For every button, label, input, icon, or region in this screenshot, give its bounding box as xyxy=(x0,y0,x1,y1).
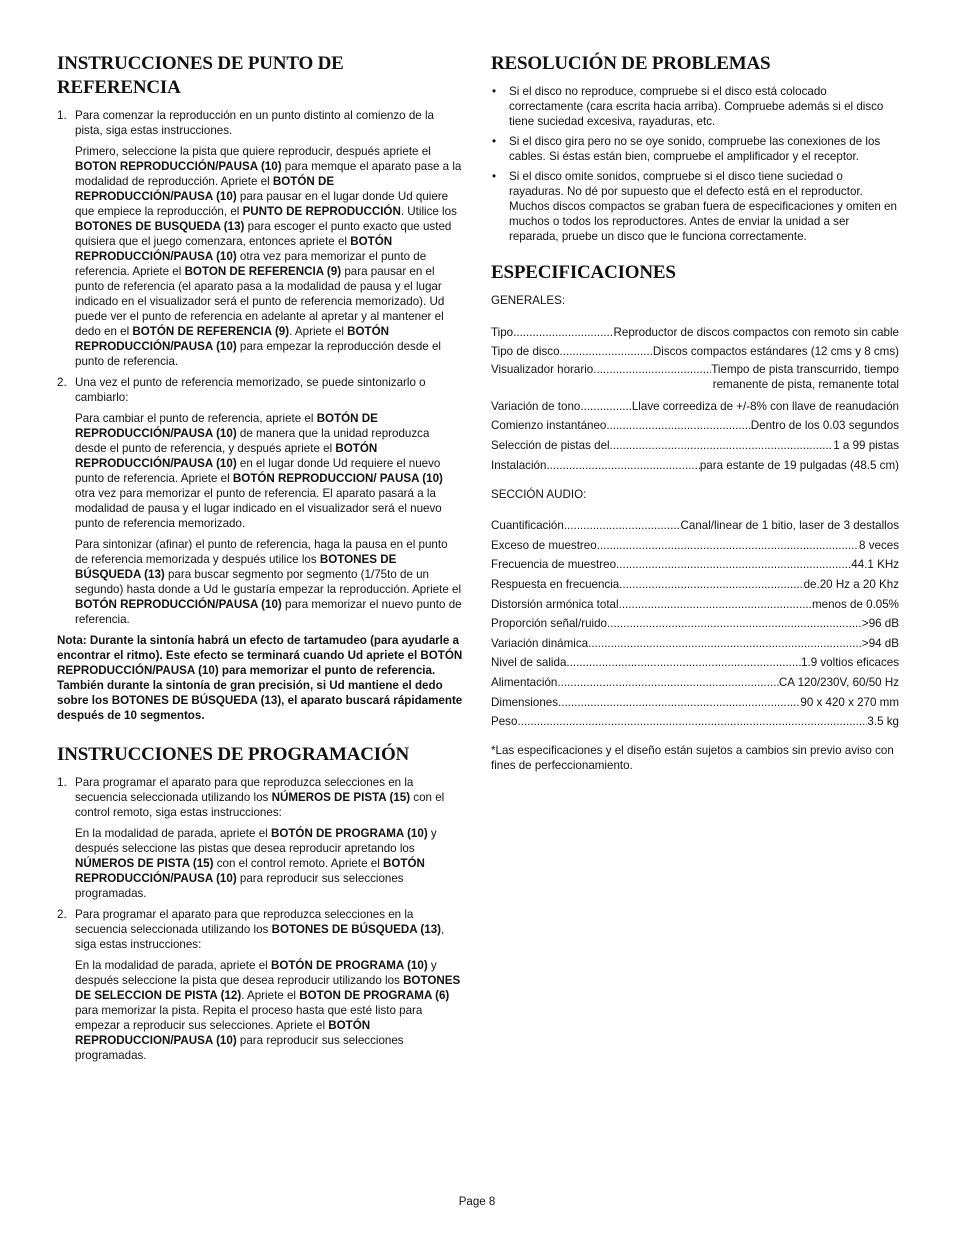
leader-dots xyxy=(607,616,862,631)
spec-value: >96 dB xyxy=(861,617,899,631)
leader-dots xyxy=(560,344,653,359)
spec-value: CA 120/230V, 60/50 Hz xyxy=(778,675,899,689)
spec-row xyxy=(491,670,899,690)
programming-step-2-detail xyxy=(57,958,463,1063)
troubleshooting-item xyxy=(491,169,899,244)
spec-row xyxy=(491,340,899,360)
spec-label: Comienzo instantáneo xyxy=(491,419,607,433)
leader-dots xyxy=(597,538,859,553)
text-segment: para buscar segmento por segmento (1/75to de un segundo) hasta donde a Ud le gustaría empezar la reproducción. Apriete el xyxy=(75,568,462,596)
spec-value: >94 dB xyxy=(861,636,899,650)
spec-label: Cuantificación xyxy=(491,519,564,533)
spec-label: Dimensiones xyxy=(491,695,559,709)
text-segment: de manera que la unidad reproduzca desde el punto de referencia, y después apriete el xyxy=(75,427,430,455)
button-reference: BOTONES DE BUSQUEDA (13) xyxy=(75,220,245,233)
text-segment: para memorizar la pista. Repita el proceso hasta que esté listo para empezar a reproducir sus selecciones. Apriete el xyxy=(75,1004,423,1032)
spec-label: Instalación xyxy=(491,458,547,472)
leader-dots xyxy=(564,518,681,533)
spec-label: Nivel de salida xyxy=(491,656,567,670)
leader-dots xyxy=(593,362,711,377)
leader-dots xyxy=(558,695,800,710)
left-column xyxy=(57,52,463,1069)
spec-label: Exceso de muestreo xyxy=(491,538,597,552)
text-segment: para memque el aparato pase a la modalidad de reproducción. Apriete el xyxy=(75,160,462,188)
button-reference: BOTÓN DE REPRODUCCIÓN/PAUSA (10) xyxy=(75,412,378,440)
button-reference: BOTON REPRODUCCIÓN/PAUSA (10) xyxy=(75,160,282,173)
troubleshooting-heading: RESOLUCIÓN DE PROBLEMAS xyxy=(491,53,771,74)
button-reference: BOTONES DE BÚSQUEDA (13) xyxy=(271,923,442,936)
spec-label: Tipo xyxy=(491,325,514,339)
button-reference: BOTÓN DE REPRODUCCIÓN/PAUSA (10) xyxy=(75,175,335,203)
button-reference: BOTON DE PROGRAMA (6) xyxy=(299,989,450,1002)
text-segment: Primero, seleccione la pista que quiere reproducir, después apriete el xyxy=(75,145,431,158)
general-specs-list xyxy=(491,320,899,473)
spec-row xyxy=(491,453,899,473)
troubleshooting-item xyxy=(491,134,899,164)
text-segment: para reproducir sus selecciones programadas. xyxy=(75,1034,404,1062)
button-reference: BOTONES DE SELECCION DE PISTA (12) xyxy=(75,974,461,1002)
reference-tune-paragraph xyxy=(57,537,463,627)
spec-value: Discos compactos estándares (12 cms y 8 cms) xyxy=(652,345,899,359)
specifications-heading: ESPECIFICACIONES xyxy=(491,262,676,283)
programming-step-1 xyxy=(57,775,463,820)
spec-value-line: remanente de pista, remanente total xyxy=(712,378,899,392)
leader-dots xyxy=(517,714,867,729)
text-segment: . Apriete el xyxy=(289,325,348,338)
step-text: Para comenzar la reproducción en un punto distinto al comienzo de la pista, siga estas instrucciones. xyxy=(75,109,434,137)
specs-disclaimer: *Las especificaciones y el diseño están sujetos a cambios sin previo aviso con fines de perfeccionamiento. xyxy=(491,744,894,773)
spec-label: Respuesta en frecuencia xyxy=(491,577,620,591)
step-text xyxy=(75,776,444,819)
text-segment: Para cambiar el punto de referencia, apriete el xyxy=(75,412,317,425)
button-reference: NÚMEROS DE PISTA (15) xyxy=(271,791,411,804)
text-segment: otra vez para memorizar el punto de referencia. Apriete el xyxy=(75,250,427,278)
text-segment: y después seleccione la pista que desea reproducir utilizando los xyxy=(75,959,437,987)
button-reference: BOTÓN DE PROGRAMA (10) xyxy=(270,827,428,840)
spec-row xyxy=(491,690,899,710)
spec-value: 1 a 99 pistas xyxy=(833,438,899,452)
text-segment: para memorizar el nuevo punto de referencia. xyxy=(75,598,462,626)
leader-dots xyxy=(580,399,631,414)
spec-row xyxy=(491,592,899,612)
spec-row xyxy=(491,631,899,651)
leader-dots xyxy=(610,438,834,453)
spec-value: de.20 Hz a 20 Khz xyxy=(803,577,899,591)
spec-value: menos de 0.05% xyxy=(811,597,899,611)
troubleshooting-text: Si el disco no reproduce, compruebe si el disco está colocado correctamente (cara escrita hacia arriba). Compruebe además si el disco tiene suciedad excesiva, rayaduras, etc. xyxy=(509,85,884,128)
audio-specs-list xyxy=(491,514,899,730)
text-segment: en el lugar donde Ud requiere el nuevo punto de referencia. Apriete el xyxy=(75,457,441,485)
reference-step-1 xyxy=(57,108,463,138)
spec-row xyxy=(491,359,899,394)
button-reference: BOTÓN REPRODUCCION/PAUSA (10) xyxy=(75,1019,371,1047)
button-reference: BOTÓN DE REFERENCIA (9) xyxy=(132,325,290,338)
text-segment: En la modalidad de parada, apriete el xyxy=(75,959,271,972)
troubleshooting-item xyxy=(491,84,899,129)
text-segment: otra vez para memorizar el punto de referencia. El aparato pasará a la modalidad de pausa y el lugar indicado en el visualizador será el nuevo punto de referencia memorizado. xyxy=(75,487,442,530)
spec-row xyxy=(491,414,899,434)
leader-dots xyxy=(566,655,801,670)
leader-dots xyxy=(619,597,812,612)
spec-value: 90 x 420 x 270 mm xyxy=(800,695,899,709)
programming-step-1-detail xyxy=(57,826,463,901)
spec-label: Alimentación xyxy=(491,675,558,689)
spec-label: Variación dinámica xyxy=(491,636,589,650)
spec-row xyxy=(491,433,899,453)
text-segment: . Utilice los xyxy=(400,205,457,218)
spec-label: Proporción señal/ruido xyxy=(491,617,608,631)
leader-dots xyxy=(619,577,803,592)
button-reference: BOTÓN REPRODUCCIÓN/PAUSA (10) xyxy=(75,857,425,885)
spec-row xyxy=(491,394,899,414)
button-reference: PUNTO DE REPRODUCCIÓN xyxy=(242,205,401,218)
spec-label: Variación de tono xyxy=(491,399,581,413)
reference-change-paragraph xyxy=(57,411,463,531)
button-reference: BOTON DE REFERENCIA (9) xyxy=(184,265,342,278)
bullet-icon: • xyxy=(492,135,497,148)
leader-dots xyxy=(588,636,862,651)
button-reference: BOTÓN REPRODUCCIÓN/PAUSA (10) xyxy=(75,235,393,263)
step-number: 2. xyxy=(57,908,67,921)
spec-row xyxy=(491,651,899,671)
step-number: 1. xyxy=(57,109,67,122)
spec-value: Dentro de los 0.03 segundos xyxy=(750,419,899,433)
button-reference: BOTÓN REPRODUCCION/ PAUSA (10) xyxy=(232,472,443,485)
spec-value: Canal/linear de 1 bitio, laser de 3 destallos xyxy=(680,519,899,533)
spec-row xyxy=(491,710,899,730)
text-segment: Para programar el aparato para que reproduzca selecciones en la secuencia seleccionada utilizando los xyxy=(75,908,414,936)
text-segment: , siga estas instrucciones: xyxy=(75,923,445,951)
leader-dots xyxy=(557,675,779,690)
button-reference: BOTÓN REPRODUCCIÓN/PAUSA (10) xyxy=(75,598,282,611)
reference-note: Nota: Durante la sintonía habrá un efecto de tartamudeo (para ayudarle a encontrar el ritmo). Este efecto se terminará cuando Ud apriete el BOTÓN REPRODUCCIÓN/PAUSA (10) para memorizar el punto de referencia. También durante la sintonía de gran precisión, si Ud mantiene el dedo sobre los BOTONES DE BÚSQUEDA (13), el aparato buscará rápidamente después de 10 segmentos. xyxy=(57,634,463,722)
reference-step-2 xyxy=(57,375,463,405)
spec-value: para estante de 19 pulgadas (48.5 cm) xyxy=(699,458,899,472)
bullet-icon: • xyxy=(492,85,497,98)
spec-value-line: Tiempo de pista transcurrido, tiempo xyxy=(711,363,899,377)
spec-row xyxy=(491,612,899,632)
right-column xyxy=(491,52,899,773)
text-segment: . Apriete el xyxy=(241,989,300,1002)
text-segment: para empezar la reproducción desde el punto de referencia. xyxy=(75,340,441,368)
spec-row xyxy=(491,553,899,573)
button-reference: BOTÓN REPRODUCCIÓN/PAUSA (10) xyxy=(75,442,378,470)
spec-value: 3.5 kg xyxy=(867,715,899,729)
step-text xyxy=(75,908,444,951)
button-reference: BOTÓN DE PROGRAMA (10) xyxy=(270,959,428,972)
spec-value: 44.1 KHz xyxy=(851,558,899,572)
text-segment: para pausar en el punto de referencia (el aparato pasa a la modalidad de pausa y el lugar indicado en el visualizador será el punto de referencia memorizado). Ud puede ver el punto de referencia en adelante al apretar y al mantener el dedo en el xyxy=(75,265,445,338)
troubleshooting-text: Si el disco omite sonidos, compruebe si el disco tiene suciedad o rayaduras. No dé por supuesto que el defecto está en el reproductor. Muchos discos compactos se graban fuera de especificaciones y omiten en muchos o todos los reproductores. Antes de enviar la unidad a ser reparada, pruebe un disco que le funciona correctamente. xyxy=(509,170,897,243)
spec-row xyxy=(491,320,899,340)
spec-label: Visualizador horario xyxy=(491,363,594,377)
step-number: 1. xyxy=(57,776,67,789)
text-segment: y después seleccione las pistas que desea reproducir apretando los xyxy=(75,827,437,855)
text-segment: con el control remoto. Apriete el xyxy=(213,857,383,870)
programming-step-2 xyxy=(57,907,463,952)
spec-row xyxy=(491,533,899,553)
text-segment: Para sintonizar (afinar) el punto de referencia, haga la pausa en el punto de referencia memorizada y después utilice los xyxy=(75,538,448,566)
reference-step-1-detail xyxy=(57,144,463,369)
programming-heading: INSTRUCCIONES DE PROGRAMACIÓN xyxy=(57,744,410,765)
spec-value: Llave correediza de +/-8% con llave de reanudación xyxy=(631,399,899,413)
text-segment: Para programar el aparato para que reproduzca selecciones en la secuencia seleccionada utilizando los xyxy=(75,776,414,804)
general-label: GENERALES: xyxy=(491,294,566,307)
leader-dots xyxy=(546,458,699,473)
text-segment: para pausar en el lugar donde Ud quiere que empiece la reproducción, el xyxy=(75,190,449,218)
spec-label: Tipo de disco xyxy=(491,345,560,359)
step-number: 2. xyxy=(57,376,67,389)
reference-point-heading: INSTRUCCIONES DE PUNTO DE REFERENCIA xyxy=(57,53,344,98)
spec-label: Peso xyxy=(491,715,518,729)
spec-label: Distorsión armónica total xyxy=(491,597,619,611)
page-number: Page 8 xyxy=(458,1196,496,1208)
text-segment: En la modalidad de parada, apriete el xyxy=(75,827,271,840)
text-segment: para escoger el punto exacto que usted quisiera que el juego comenzara, entonces apriete el xyxy=(75,220,452,248)
leader-dots xyxy=(606,418,750,433)
bullet-icon: • xyxy=(492,170,497,183)
spec-value: 1.9 voltios eficaces xyxy=(801,656,899,670)
spec-value: Reproductor de discos compactos con remoto sin cable xyxy=(613,325,899,339)
step-text: Una vez el punto de referencia memorizado, se puede sintonizarlo o cambiarlo: xyxy=(75,376,426,404)
spec-row xyxy=(491,572,899,592)
text-segment: con el control remoto, siga estas instrucciones: xyxy=(75,791,445,819)
button-reference: BOTONES DE BÚSQUEDA (13) xyxy=(75,553,397,581)
spec-label: Frecuencia de muestreo xyxy=(491,558,617,572)
button-reference: BOTÓN REPRODUCCIÓN/PAUSA (10) xyxy=(75,325,390,353)
leader-dots xyxy=(513,325,613,340)
spec-row xyxy=(491,514,899,534)
spec-value: 8 veces xyxy=(859,538,899,552)
button-reference: NÚMEROS DE PISTA (15) xyxy=(75,857,214,870)
spec-label: Selección de pistas del xyxy=(491,438,610,452)
leader-dots xyxy=(616,557,851,572)
troubleshooting-list xyxy=(491,84,899,244)
text-segment: para reproducir sus selecciones programadas. xyxy=(75,872,404,900)
audio-label: SECCIÓN AUDIO: xyxy=(491,487,587,501)
troubleshooting-text: Si el disco gira pero no se oye sonido, compruebe las conexiones de los cables. Si éstas están bien, compruebe el amplificador y el receptor. xyxy=(509,135,881,163)
